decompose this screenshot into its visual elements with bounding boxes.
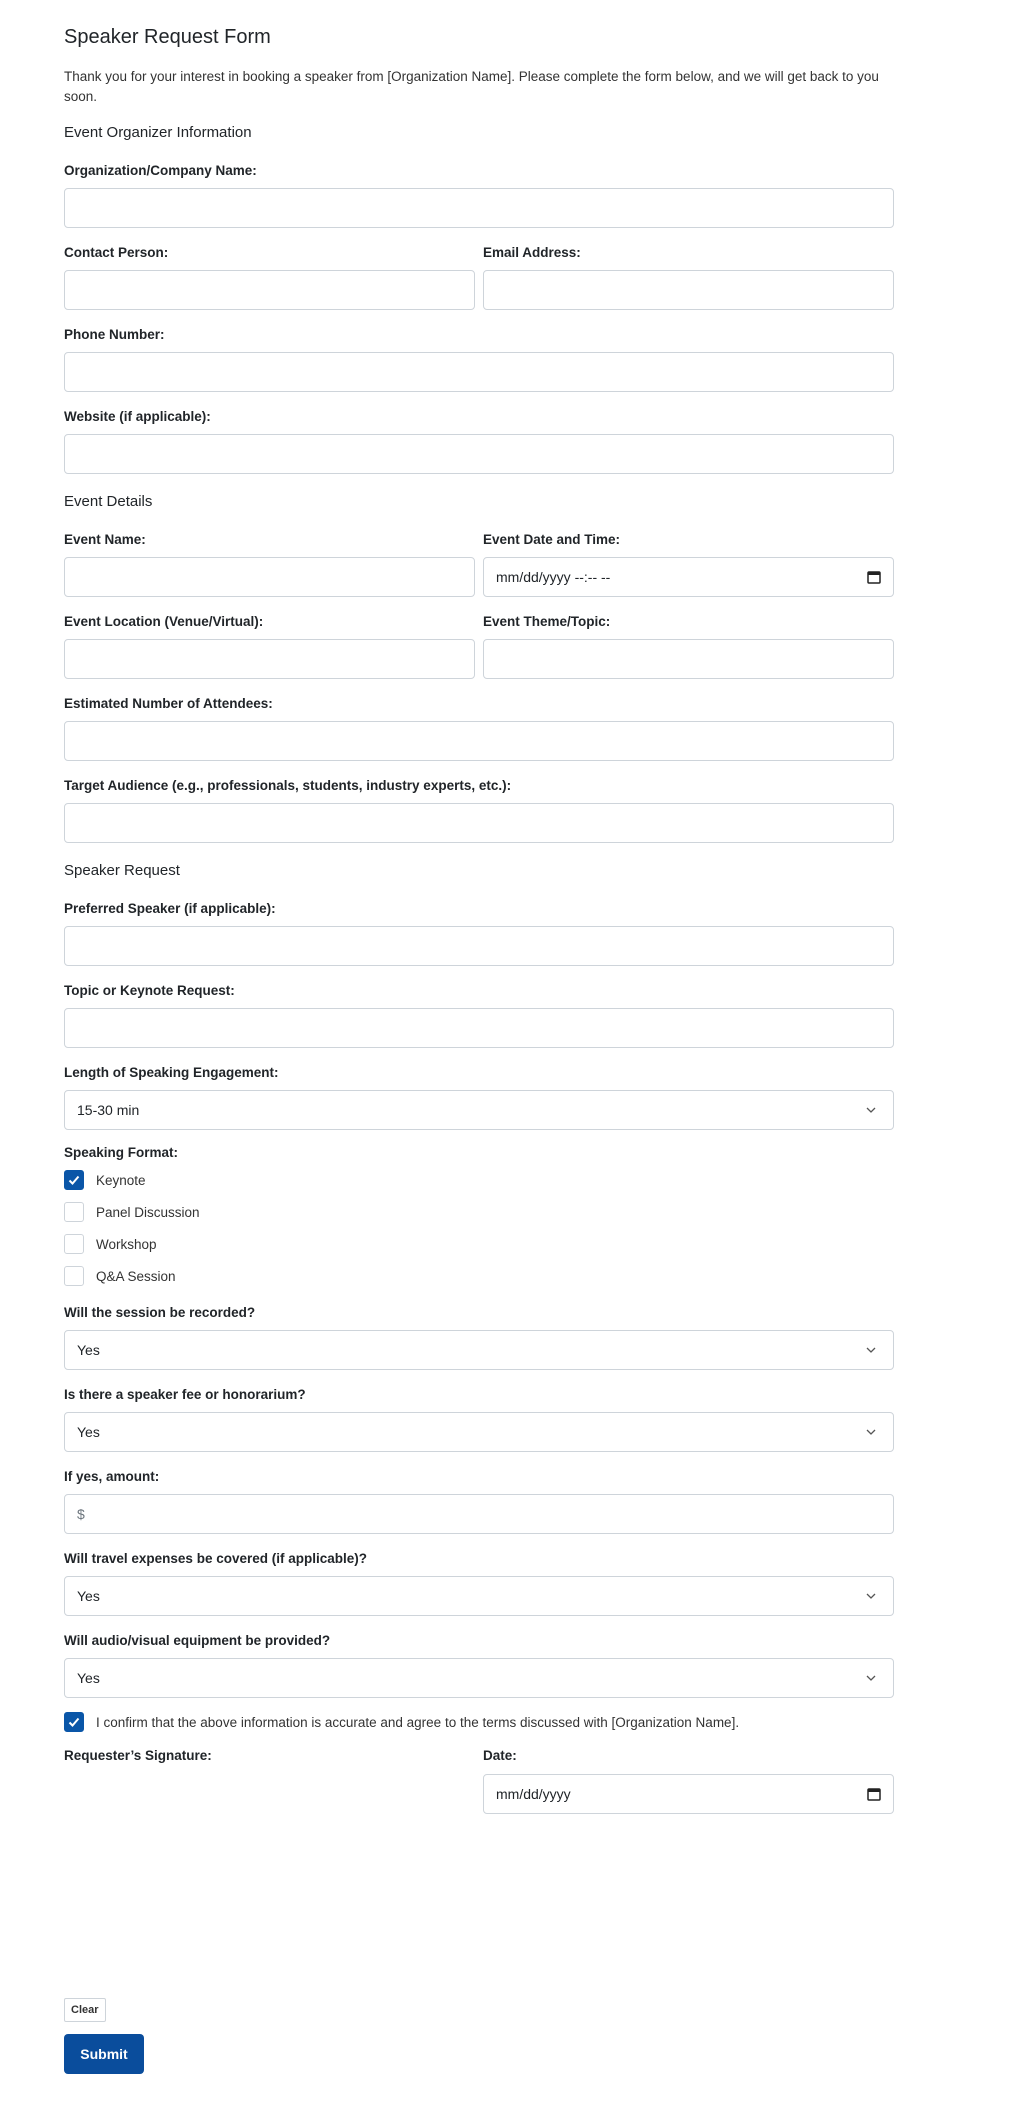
audience-label: Target Audience (e.g., professionals, students, industry experts, etc.): xyxy=(64,778,512,793)
format-option-panel[interactable] xyxy=(64,1202,200,1222)
contact-label: Contact Person: xyxy=(64,245,169,260)
format-checkbox-panel[interactable] xyxy=(64,1202,84,1222)
confirm-label: I confirm that the above information is accurate and agree to the terms discussed with [Organization Name]. xyxy=(96,1714,740,1730)
travel-select-value: Yes xyxy=(77,1588,100,1604)
length-label: Length of Speaking Engagement: xyxy=(64,1065,279,1080)
date-label: Date: xyxy=(483,1748,517,1763)
fee-label: Is there a speaker fee or honorarium? xyxy=(64,1387,306,1402)
format-option-label: Q&A Session xyxy=(96,1268,176,1284)
format-checkbox-qa[interactable] xyxy=(64,1266,84,1286)
topic-input[interactable] xyxy=(64,1008,894,1048)
topic-label: Topic or Keynote Request: xyxy=(64,983,235,998)
attendees-input[interactable] xyxy=(64,721,894,761)
email-label: Email Address: xyxy=(483,245,581,260)
event-theme-input[interactable] xyxy=(483,639,894,679)
chevron-down-icon xyxy=(865,1344,877,1356)
event-datetime-label: Event Date and Time: xyxy=(483,532,621,547)
amount-label: If yes, amount: xyxy=(64,1469,160,1484)
section-event-heading: Event Details xyxy=(64,493,153,510)
date-placeholder: mm/dd/yyyy xyxy=(496,1786,571,1802)
clear-button[interactable]: Clear xyxy=(64,1998,106,2022)
format-option-qa[interactable] xyxy=(64,1266,176,1286)
format-option-label: Workshop xyxy=(96,1236,157,1252)
recorded-select[interactable] xyxy=(64,1330,894,1370)
chevron-down-icon xyxy=(865,1590,877,1602)
submit-button[interactable]: Submit xyxy=(64,2034,144,2074)
website-label: Website (if applicable): xyxy=(64,409,211,424)
org-name-input[interactable] xyxy=(64,188,894,228)
event-name-input[interactable] xyxy=(64,557,475,597)
preferred-speaker-label: Preferred Speaker (if applicable): xyxy=(64,901,276,916)
confirm-option[interactable] xyxy=(64,1712,739,1732)
confirm-checkbox[interactable] xyxy=(64,1712,84,1732)
phone-label: Phone Number: xyxy=(64,327,165,342)
event-location-label: Event Location (Venue/Virtual): xyxy=(64,614,264,629)
recorded-label: Will the session be recorded? xyxy=(64,1305,256,1320)
format-option-keynote[interactable] xyxy=(64,1170,146,1190)
email-input[interactable] xyxy=(483,270,894,310)
format-option-label: Keynote xyxy=(96,1172,146,1188)
event-location-input[interactable] xyxy=(64,639,475,679)
contact-input[interactable] xyxy=(64,270,475,310)
attendees-label: Estimated Number of Attendees: xyxy=(64,696,273,711)
fee-select[interactable] xyxy=(64,1412,894,1452)
av-select-value: Yes xyxy=(77,1670,100,1686)
website-input[interactable] xyxy=(64,434,894,474)
format-option-workshop[interactable] xyxy=(64,1234,157,1254)
event-name-label: Event Name: xyxy=(64,532,146,547)
date-input[interactable] xyxy=(483,1774,894,1814)
signature-pad[interactable] xyxy=(64,1772,475,1952)
format-checkbox-workshop[interactable] xyxy=(64,1234,84,1254)
travel-label: Will travel expenses be covered (if applicable)? xyxy=(64,1551,367,1566)
amount-input[interactable] xyxy=(64,1494,894,1534)
format-option-label: Panel Discussion xyxy=(96,1204,200,1220)
format-label: Speaking Format: xyxy=(64,1145,179,1160)
length-select[interactable] xyxy=(64,1090,894,1130)
av-select[interactable] xyxy=(64,1658,894,1698)
fee-select-value: Yes xyxy=(77,1424,100,1440)
chevron-down-icon xyxy=(865,1672,877,1684)
event-datetime-placeholder: mm/dd/yyyy --:-- -- xyxy=(496,569,611,585)
signature-label: Requester’s Signature: xyxy=(64,1748,212,1763)
chevron-down-icon xyxy=(865,1104,877,1116)
checkmark-icon xyxy=(67,1715,81,1729)
phone-input[interactable] xyxy=(64,352,894,392)
checkmark-icon xyxy=(67,1173,81,1187)
section-organizer-heading: Event Organizer Information xyxy=(64,124,252,141)
chevron-down-icon xyxy=(865,1426,877,1438)
audience-input[interactable] xyxy=(64,803,894,843)
intro-text: Thank you for your interest in booking a speaker from [Organization Name]. Please complete the form below, and we will get back to you soon. xyxy=(64,69,879,104)
recorded-select-value: Yes xyxy=(77,1342,100,1358)
length-select-value: 15-30 min xyxy=(77,1102,140,1118)
event-theme-label: Event Theme/Topic: xyxy=(483,614,611,629)
calendar-icon xyxy=(867,570,881,584)
page-title: Speaker Request Form xyxy=(64,26,271,48)
calendar-icon xyxy=(867,1787,881,1801)
org-name-label: Organization/Company Name: xyxy=(64,163,257,178)
travel-select[interactable] xyxy=(64,1576,894,1616)
av-label: Will audio/visual equipment be provided? xyxy=(64,1633,331,1648)
format-checkbox-keynote[interactable] xyxy=(64,1170,84,1190)
preferred-speaker-input[interactable] xyxy=(64,926,894,966)
event-datetime-input[interactable] xyxy=(483,557,894,597)
section-speaker-heading: Speaker Request xyxy=(64,862,180,879)
